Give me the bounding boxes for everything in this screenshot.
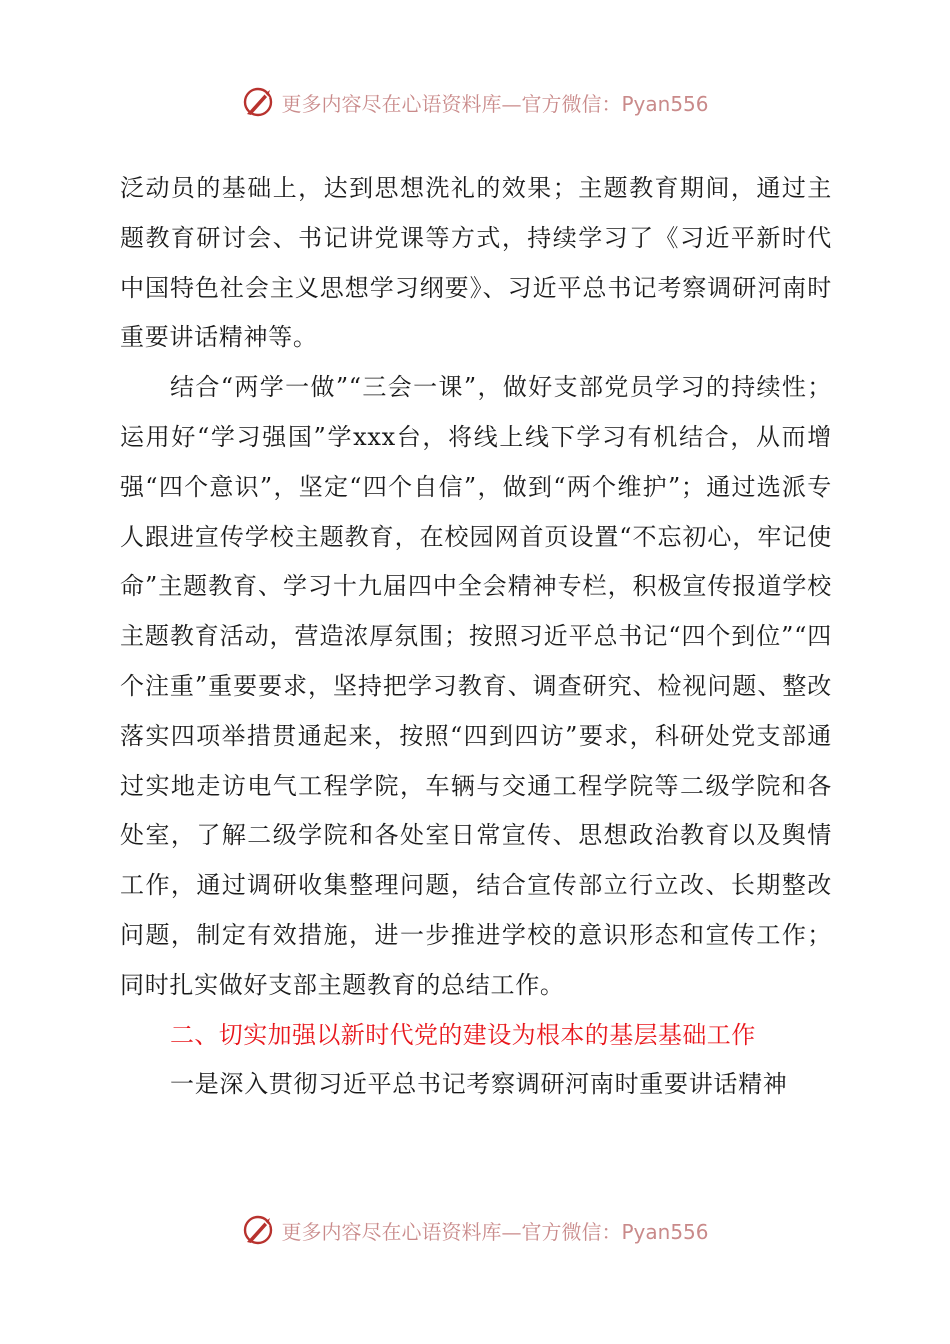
footer-watermark-banner [0, 1208, 950, 1252]
header-watermark-banner [0, 80, 950, 124]
section-heading: 二、切实加强以新时代党的建设为根本的基层基础工作 [170, 1020, 756, 1049]
pen-circle-logo-icon [241, 1212, 277, 1248]
document-body [120, 164, 832, 1110]
watermark-text: 更多内容尽在心语资料库—官方微信：Pyan556 [281, 1219, 709, 1244]
paragraph-continued: 泛动员的基础上，达到思想洗礼的效果；主题教育期间，通过主题教育研讨会、书记讲党课等方式，持续学习了《习近平新时代中国特色社会主义思想学习纲要》、习近平总书记考察调研河南时重要讲话精神等。 [120, 174, 832, 352]
pen-circle-logo-icon [241, 84, 277, 120]
paragraph-first-point: 一是深入贯彻习近平总书记考察调研河南时重要讲话精神 [170, 1070, 788, 1099]
paragraph-study-work: 结合“两学一做”“三会一课”，做好支部党员学习的持续性；运用好“学习强国”学xxx台，将线上线下学习有机结合，从而增强“四个意识”，坚定“四个自信”，做到“两个维护”；通过选派专人跟进宣传学校主题教育，在校园网首页设置“不忘初心，牢记使命”主题教育、学习十九届四中全会精神专栏，积极宣传报道学校主题教育活动，营造浓厚氛围；按照习近平总书记“四个到位”“四个注重”重要要求，坚持把学习教育、调查研究、检视问题、整改落实四项举措贯通起来，按照“四到四访”要求，科研处党支部通过实地走访电气工程学院，车辆与交通工程学院等二级学院和各处室，了解二级学院和各处室日常宣传、思想政治教育以及舆情工作，通过调研收集整理问题，结合宣传部立行立改、长期整改问题，制定有效措施，进一步推进学校的意识形态和宣传工作；同时扎实做好支部主题教育的总结工作。 [120, 373, 832, 999]
watermark-text: 更多内容尽在心语资料库—官方微信：Pyan556 [281, 91, 709, 116]
